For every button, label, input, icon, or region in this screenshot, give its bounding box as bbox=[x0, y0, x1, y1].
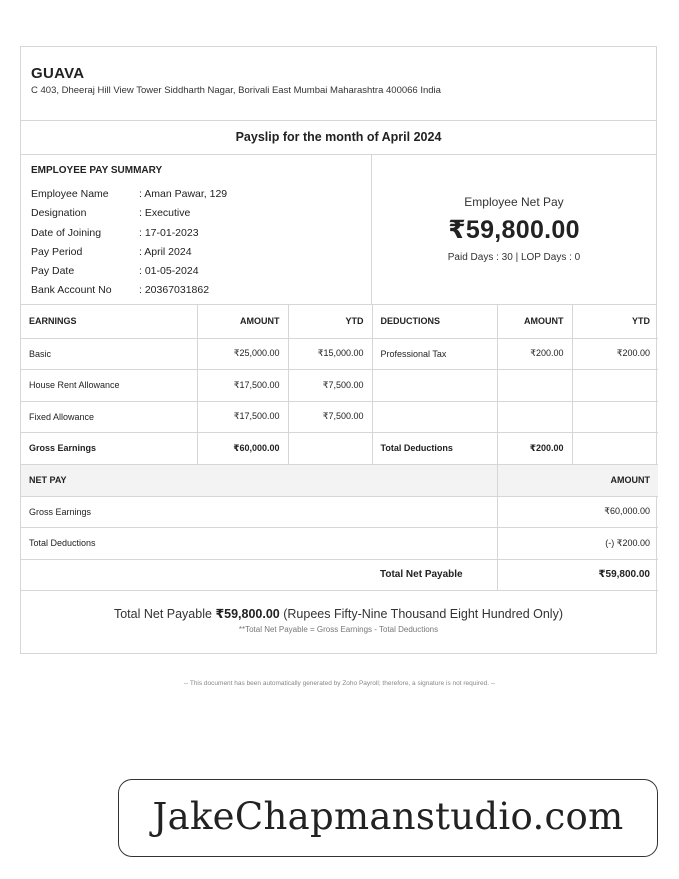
net-payable-formula-note: **Total Net Payable = Gross Earnings - Total Deductions bbox=[238, 625, 439, 634]
employee-pay-summary bbox=[21, 155, 656, 305]
net-pay-box bbox=[372, 155, 656, 304]
net-pay-row-label: Total Deductions bbox=[21, 528, 372, 560]
summary-value: : 17-01-2023 bbox=[139, 226, 199, 239]
net-payable-prefix: Total Net Payable bbox=[113, 607, 212, 621]
payslip-title: Payslip for the month of April 2024 bbox=[21, 121, 656, 155]
table-cell bbox=[497, 401, 572, 433]
gross-earnings-label: Gross Earnings bbox=[21, 433, 197, 465]
table-cell: ₹200.00 bbox=[497, 338, 572, 370]
table-cell: ₹25,000.00 bbox=[197, 338, 288, 370]
net-pay-row-value: (-) ₹200.00 bbox=[497, 528, 658, 560]
table-cell: ₹15,000.00 bbox=[288, 338, 372, 370]
summary-row bbox=[31, 185, 361, 204]
net-payable-words bbox=[21, 606, 656, 621]
net-pay-row-value: ₹60,000.00 bbox=[497, 496, 658, 528]
table-cell: ₹7,500.00 bbox=[288, 370, 372, 402]
totals-row bbox=[21, 433, 658, 465]
company-address: C 403, Dheeraj Hill View Tower Siddharth Nagar, Borivali East Mumbai Maharashtra 400066 India bbox=[31, 85, 441, 96]
amount-header: AMOUNT bbox=[197, 305, 288, 338]
table-cell bbox=[21, 559, 372, 591]
summary-value: : Aman Pawar, 129 bbox=[139, 188, 228, 200]
summary-label: Designation bbox=[31, 207, 87, 220]
net-pay-heading: NET PAY bbox=[21, 465, 372, 497]
net-pay-table bbox=[21, 465, 658, 592]
summary-heading: EMPLOYEE PAY SUMMARY bbox=[31, 165, 163, 176]
table-cell: ₹200.00 bbox=[572, 338, 658, 370]
table-cell: ₹7,500.00 bbox=[288, 401, 372, 433]
table-cell bbox=[288, 433, 372, 465]
table-cell bbox=[572, 401, 658, 433]
summary-row bbox=[31, 243, 361, 262]
summary-row bbox=[31, 204, 361, 223]
total-net-payable-value: ₹59,800.00 bbox=[497, 559, 658, 591]
summary-value: : 01-05-2024 bbox=[139, 265, 199, 278]
net-payable-figure: ₹59,800.00 bbox=[215, 607, 280, 621]
total-net-payable-label: Total Net Payable bbox=[372, 559, 497, 591]
summary-row bbox=[31, 281, 361, 300]
table-cell: ₹17,500.00 bbox=[197, 401, 288, 433]
table-cell: Basic bbox=[21, 338, 197, 370]
employee-details bbox=[21, 155, 372, 304]
total-deductions-label: Total Deductions bbox=[372, 433, 497, 465]
total-deductions-amount: ₹200.00 bbox=[497, 433, 572, 465]
table-cell bbox=[497, 370, 572, 402]
watermark-logo: JakeChapmanstudio.com bbox=[118, 779, 658, 857]
table-cell bbox=[572, 370, 658, 402]
summary-label: Employee Name bbox=[31, 188, 109, 200]
net-payable-summary bbox=[21, 591, 656, 653]
summary-label: Bank Account No bbox=[31, 284, 112, 297]
earnings-header: EARNINGS bbox=[21, 305, 197, 338]
payslip bbox=[20, 46, 657, 654]
table-cell bbox=[372, 370, 497, 402]
summary-label: Pay Period bbox=[31, 245, 83, 258]
gross-earnings-amount: ₹60,000.00 bbox=[197, 433, 288, 465]
company-name: GUAVA bbox=[31, 65, 85, 82]
table-row bbox=[21, 528, 658, 560]
net-payable-in-words: (Rupees Fifty-Nine Thousand Eight Hundred Only) bbox=[283, 607, 564, 621]
table-row bbox=[21, 401, 658, 433]
ytd-header: YTD bbox=[288, 305, 372, 338]
table-row bbox=[21, 338, 658, 370]
summary-label: Date of Joining bbox=[31, 226, 102, 239]
table-cell: Professional Tax bbox=[372, 338, 497, 370]
company-header bbox=[21, 47, 656, 121]
ytd-header: YTD bbox=[572, 305, 658, 338]
table-row bbox=[21, 370, 658, 402]
earnings-deductions-table bbox=[21, 305, 658, 465]
summary-value: : Executive bbox=[139, 207, 191, 220]
auto-generated-disclaimer: -- This document has been automatically generated by Zoho Payroll; therefore, a signature is not required. -- bbox=[183, 680, 496, 687]
deductions-header: DEDUCTIONS bbox=[372, 305, 497, 338]
net-pay-header bbox=[21, 465, 658, 497]
net-pay-label: Employee Net Pay bbox=[464, 195, 564, 209]
amount-header: AMOUNT bbox=[497, 465, 658, 497]
summary-value: : 20367031862 bbox=[139, 284, 210, 297]
table-cell bbox=[572, 433, 658, 465]
table-cell bbox=[372, 528, 497, 560]
table-cell: ₹17,500.00 bbox=[197, 370, 288, 402]
table-cell bbox=[372, 401, 497, 433]
net-pay-amount: ₹59,800.00 bbox=[448, 216, 580, 244]
table-cell bbox=[372, 496, 497, 528]
net-pay-row-label: Gross Earnings bbox=[21, 496, 372, 528]
table-cell: Fixed Allowance bbox=[21, 401, 197, 433]
table-header bbox=[21, 305, 658, 338]
table-row bbox=[21, 496, 658, 528]
summary-label: Pay Date bbox=[31, 265, 75, 278]
summary-row bbox=[31, 224, 361, 243]
total-net-payable-row bbox=[21, 559, 658, 591]
table-cell: House Rent Allowance bbox=[21, 370, 197, 402]
summary-row bbox=[31, 262, 361, 281]
paid-days: Paid Days : 30 | LOP Days : 0 bbox=[447, 252, 581, 263]
amount-header: AMOUNT bbox=[497, 305, 572, 338]
table-cell bbox=[372, 465, 497, 497]
summary-value: : April 2024 bbox=[139, 245, 192, 258]
